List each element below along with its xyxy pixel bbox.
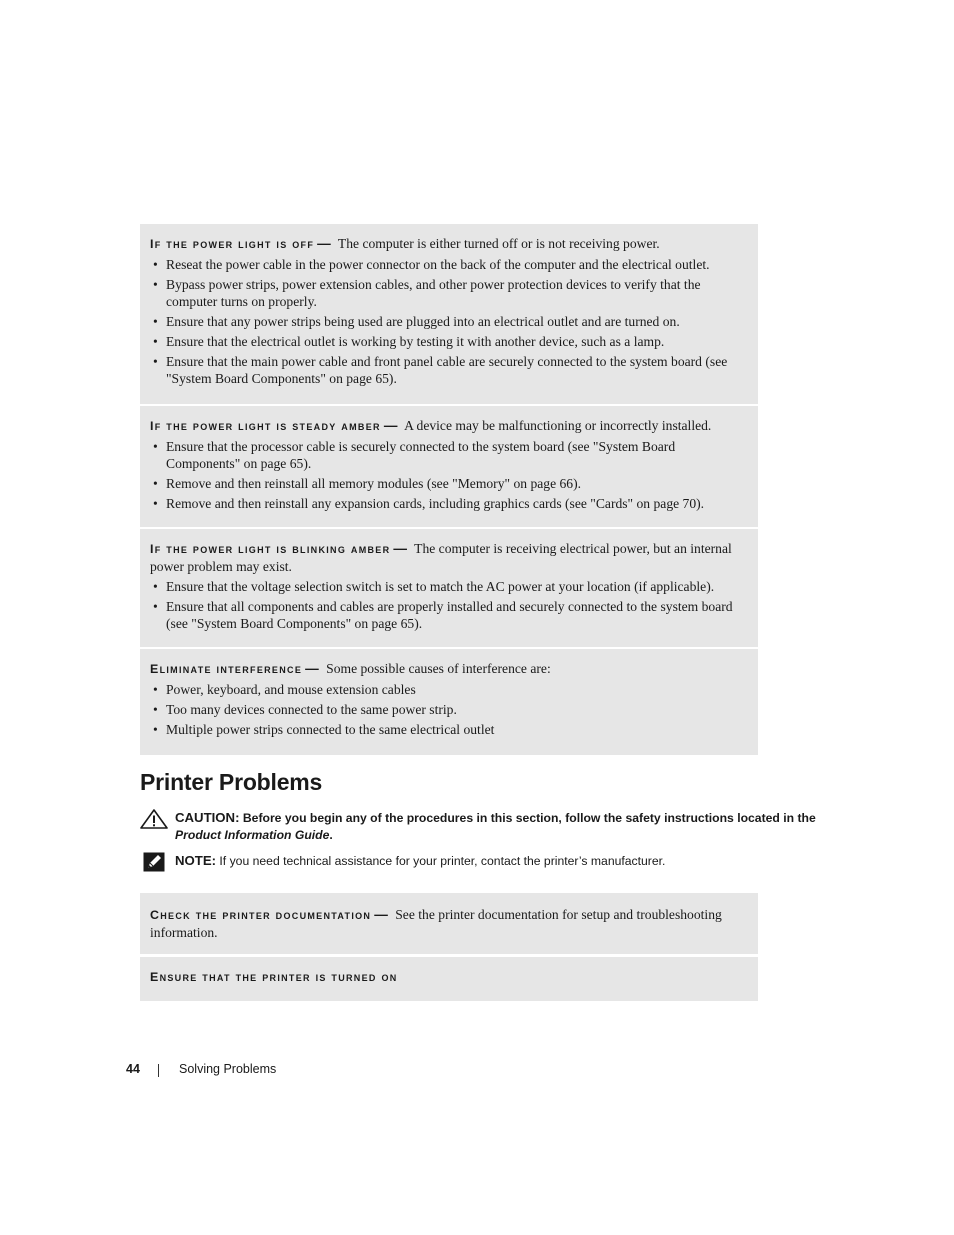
box-intro: The computer is either turned off or is not receiving power.	[337, 236, 660, 251]
list-item-text: Remove and then reinstall all memory modules (see "Memory" on page 66).	[166, 476, 582, 491]
caution-text: Before you begin any of the procedures in this section, follow the safety instructions located in the	[242, 811, 816, 825]
em-dash: —	[393, 541, 407, 556]
list-item	[150, 578, 748, 595]
list-item-text: Ensure that the voltage selection switch is set to match the AC power at your location (if applicable).	[166, 579, 715, 594]
list-item-text: Ensure that any power strips being used are plugged into an electrical outlet and are turned on.	[166, 314, 680, 329]
box-heading: If the power light is steady amber	[150, 419, 381, 433]
box-paragraph	[150, 540, 748, 575]
list-item	[150, 721, 748, 738]
troubleshoot-box-printer-docs	[140, 893, 758, 954]
bullet-icon: •	[153, 682, 158, 697]
bullet-list	[150, 256, 748, 387]
box-heading: If the power light is blinking amber	[150, 542, 391, 556]
em-dash: —	[305, 661, 319, 676]
box-heading: Eliminate interference	[150, 662, 303, 676]
bullet-icon: •	[153, 722, 158, 737]
em-dash: —	[383, 418, 398, 433]
box-intro: A device may be malfunctioning or incorrectly installed.	[404, 418, 712, 433]
em-dash: —	[374, 907, 388, 922]
box-heading: Check the printer documentation	[150, 908, 372, 922]
list-item-text: Remove and then reinstall any expansion cards, including graphics cards (see "Cards" on page 70).	[166, 496, 705, 511]
box-paragraph	[150, 968, 748, 986]
bullet-icon: •	[153, 476, 158, 491]
list-item	[150, 495, 748, 512]
bullet-icon: •	[153, 439, 158, 454]
box-intro: Some possible causes of interference are:	[326, 661, 551, 676]
note-label: NOTE:	[175, 853, 217, 868]
list-item	[150, 701, 748, 718]
list-item-text: Too many devices connected to the same power strip.	[166, 702, 457, 717]
caution-period: .	[329, 828, 333, 842]
troubleshoot-box-power-off	[140, 224, 758, 404]
list-item-text: Ensure that all components and cables are properly installed and securely connected to the system board (see "System Board Components" on page 65).	[166, 599, 733, 631]
caution-notice	[140, 809, 820, 844]
bullet-icon: •	[153, 277, 158, 292]
box-paragraph	[150, 417, 748, 435]
box-intro: The computer is receiving electrical power, but an internal power problem may exist.	[150, 541, 732, 574]
document-reference: Product Information Guide	[175, 828, 330, 842]
list-item	[150, 353, 748, 387]
list-item-text: Reseat the power cable in the power connector on the back of the computer and the electrical outlet.	[166, 257, 710, 272]
bullet-icon: •	[153, 334, 158, 349]
box-paragraph	[150, 235, 748, 253]
bullet-list	[150, 578, 748, 632]
page-number: 44	[126, 1062, 140, 1076]
list-item-text: Multiple power strips connected to the same electrical outlet	[166, 722, 495, 737]
bullet-list	[150, 681, 748, 738]
em-dash: —	[317, 236, 331, 251]
troubleshoot-box-steady-amber	[140, 406, 758, 527]
note-text: If you need technical assistance for your printer, contact the printer’s manufacturer.	[219, 854, 666, 868]
troubleshoot-box-blinking-amber	[140, 529, 758, 647]
warning-triangle-icon	[140, 809, 168, 834]
bullet-icon: •	[153, 257, 158, 272]
list-item	[150, 438, 748, 472]
troubleshoot-box-printer-on	[140, 957, 758, 1001]
list-item-text: Bypass power strips, power extension cables, and other power protection devices to verify that the computer turns on properly.	[166, 277, 701, 309]
bullet-list	[150, 438, 748, 512]
bullet-icon: •	[153, 496, 158, 511]
caution-label: CAUTION:	[175, 810, 240, 825]
box-paragraph	[150, 906, 748, 941]
list-item-text: Ensure that the processor cable is securely connected to the system board (see "System Board Components" on page 65).	[166, 439, 676, 471]
bullet-icon: •	[153, 314, 158, 329]
list-item-text: Power, keyboard, and mouse extension cables	[166, 682, 416, 697]
bullet-icon: •	[153, 702, 158, 717]
list-item-text: Ensure that the electrical outlet is working by testing it with another device, such as a lamp.	[166, 334, 665, 349]
list-item	[150, 276, 748, 310]
box-paragraph	[150, 660, 748, 678]
list-item	[150, 333, 748, 350]
list-item	[150, 256, 748, 273]
footer-divider	[158, 1064, 159, 1077]
note-notice	[140, 852, 820, 870]
pencil-note-icon	[143, 852, 165, 877]
troubleshoot-box-interference	[140, 649, 758, 755]
section-title: Printer Problems	[140, 769, 323, 795]
box-heading: Ensure that the printer is turned on	[150, 970, 398, 984]
box-intro: See the printer documentation for setup and troubleshooting information.	[150, 907, 722, 940]
list-item	[150, 598, 748, 632]
bullet-icon: •	[153, 599, 158, 614]
list-item	[150, 681, 748, 698]
list-item	[150, 475, 748, 492]
list-item	[150, 313, 748, 330]
box-heading: If the power light is off	[150, 237, 315, 251]
bullet-icon: •	[153, 579, 158, 594]
list-item-text: Ensure that the main power cable and front panel cable are securely connected to the system board (see "System Board Components" on page 65).	[166, 354, 728, 386]
bullet-icon: •	[153, 354, 158, 369]
footer-section-title: Solving Problems	[179, 1062, 277, 1076]
